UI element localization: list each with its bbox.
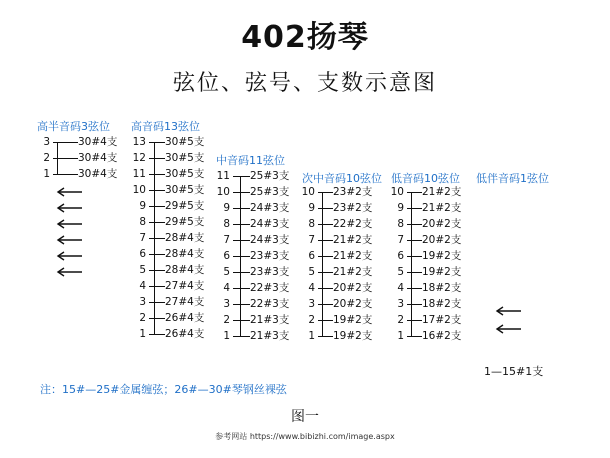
string-gauge-count: 28#4支 — [165, 232, 205, 244]
string-gauge-count: 29#5支 — [165, 200, 205, 212]
string-gauge-count: 30#5支 — [165, 152, 205, 164]
string-position-number: 5 — [397, 266, 404, 278]
string-position-number: 2 — [397, 314, 404, 326]
string-gauge-count: 30#5支 — [165, 168, 205, 180]
string-position-number: 4 — [139, 280, 146, 292]
string-tick — [407, 240, 422, 241]
string-position-number: 8 — [223, 218, 230, 230]
string-position-number: 6 — [139, 248, 146, 260]
string-gauge-count: 24#3支 — [250, 218, 290, 230]
reference-link[interactable]: 参考网站 https://www.bibizhi.com/image.aspx — [215, 432, 395, 441]
string-tick — [149, 318, 165, 319]
string-position-number: 1 — [43, 168, 50, 180]
string-gauge-count: 29#5支 — [165, 216, 205, 228]
string-tick — [318, 304, 333, 305]
string-tick — [407, 192, 422, 193]
string-tick — [149, 222, 165, 223]
arrow-left-icon — [56, 267, 82, 277]
string-gauge-count: 22#3支 — [250, 298, 290, 310]
string-gauge-count: 22#3支 — [250, 282, 290, 294]
string-gauge-count: 20#2支 — [333, 282, 373, 294]
string-tick — [318, 320, 333, 321]
arrow-left-icon — [495, 306, 521, 316]
diagram-title: 402扬琴 — [241, 20, 369, 55]
string-position-number: 5 — [308, 266, 315, 278]
string-tick — [233, 320, 250, 321]
string-gauge-count: 30#5支 — [165, 184, 205, 196]
string-gauge-count: 17#2支 — [422, 314, 462, 326]
bridge-line — [411, 192, 412, 337]
string-tick — [407, 224, 422, 225]
string-position-number: 2 — [223, 314, 230, 326]
header-bass-bridge: 低音码10弦位 — [391, 172, 460, 185]
string-position-number: 5 — [223, 266, 230, 278]
string-position-number: 10 — [301, 186, 315, 198]
string-tick — [318, 272, 333, 273]
string-tick — [407, 288, 422, 289]
string-tick — [318, 208, 333, 209]
string-tick — [53, 158, 78, 159]
arrow-left-icon — [56, 187, 82, 197]
string-gauge-count: 24#3支 — [250, 234, 290, 246]
string-tick — [149, 254, 165, 255]
string-position-number: 4 — [397, 282, 404, 294]
footnote: 注：15#—25#金属缠弦；26#—30#琴钢丝裸弦 — [40, 383, 287, 396]
string-tick — [318, 240, 333, 241]
arrow-left-icon — [495, 324, 521, 334]
string-gauge-count: 21#2支 — [333, 234, 373, 246]
string-position-number: 7 — [308, 234, 315, 246]
string-position-number: 10 — [216, 186, 230, 198]
string-gauge-count: 28#4支 — [165, 264, 205, 276]
string-gauge-count: 26#4支 — [165, 312, 205, 324]
string-tick — [149, 158, 165, 159]
string-position-number: 3 — [223, 298, 230, 310]
string-tick — [233, 224, 250, 225]
string-position-number: 9 — [397, 202, 404, 214]
string-gauge-count: 19#2支 — [333, 314, 373, 326]
string-gauge-count: 20#2支 — [422, 218, 462, 230]
string-position-number: 9 — [139, 200, 146, 212]
string-gauge-count: 23#2支 — [333, 186, 373, 198]
string-gauge-count: 18#2支 — [422, 282, 462, 294]
string-gauge-count: 27#4支 — [165, 296, 205, 308]
string-tick — [149, 206, 165, 207]
string-position-number: 6 — [223, 250, 230, 262]
string-gauge-count: 19#2支 — [422, 266, 462, 278]
string-gauge-count: 22#2支 — [333, 218, 373, 230]
string-tick — [407, 272, 422, 273]
string-gauge-count: 23#3支 — [250, 266, 290, 278]
string-tick — [149, 190, 165, 191]
bridge-line — [322, 192, 323, 337]
string-tick — [149, 286, 165, 287]
header-treble-bridge: 高音码13弦位 — [131, 120, 200, 133]
string-gauge-count: 23#2支 — [333, 202, 373, 214]
header-low-accompaniment-bridge: 低伴音码1弦位 — [476, 172, 549, 185]
string-position-number: 6 — [397, 250, 404, 262]
string-tick — [318, 336, 333, 337]
string-position-number: 2 — [139, 312, 146, 324]
string-position-number: 2 — [308, 314, 315, 326]
string-tick — [149, 174, 165, 175]
string-tick — [407, 208, 422, 209]
header-tenor-bridge: 次中音码10弦位 — [302, 172, 382, 185]
string-gauge-count: 21#2支 — [422, 202, 462, 214]
string-position-number: 6 — [308, 250, 315, 262]
string-position-number: 1 — [139, 328, 146, 340]
string-tick — [318, 224, 333, 225]
string-gauge-count: 27#4支 — [165, 280, 205, 292]
string-gauge-count: 25#3支 — [250, 170, 290, 182]
string-tick — [233, 256, 250, 257]
string-position-number: 3 — [43, 136, 50, 148]
string-gauge-count: 26#4支 — [165, 328, 205, 340]
string-position-number: 8 — [397, 218, 404, 230]
string-tick — [407, 320, 422, 321]
string-position-number: 4 — [308, 282, 315, 294]
string-tick — [149, 270, 165, 271]
string-position-number: 12 — [132, 152, 146, 164]
string-tick — [149, 334, 165, 335]
string-position-number: 10 — [390, 186, 404, 198]
string-position-number: 8 — [139, 216, 146, 228]
string-gauge-count: 21#2支 — [422, 186, 462, 198]
string-tick — [53, 142, 78, 143]
string-position-number: 10 — [132, 184, 146, 196]
arrow-left-icon — [56, 203, 82, 213]
header-middle-bridge: 中音码11弦位 — [216, 154, 285, 167]
string-gauge-count: 21#2支 — [333, 266, 373, 278]
string-tick — [407, 256, 422, 257]
string-gauge-count: 30#4支 — [78, 152, 118, 164]
string-tick — [407, 304, 422, 305]
string-gauge-count: 28#4支 — [165, 248, 205, 260]
string-gauge-count: 16#2支 — [422, 330, 462, 342]
string-tick — [149, 302, 165, 303]
string-position-number: 7 — [397, 234, 404, 246]
string-tick — [233, 192, 250, 193]
string-gauge-count: 19#2支 — [333, 330, 373, 342]
string-position-number: 13 — [132, 136, 146, 148]
string-position-number: 7 — [139, 232, 146, 244]
string-position-number: 7 — [223, 234, 230, 246]
arrow-left-icon — [56, 219, 82, 229]
string-position-number: 11 — [216, 170, 230, 182]
string-tick — [233, 176, 250, 177]
string-gauge-count: 21#2支 — [333, 250, 373, 262]
string-position-number: 8 — [308, 218, 315, 230]
string-tick — [407, 336, 422, 337]
diagram-subtitle: 弦位、弦号、支数示意图 — [172, 71, 437, 96]
string-gauge-count: 20#2支 — [333, 298, 373, 310]
string-gauge-count: 24#3支 — [250, 202, 290, 214]
string-tick — [318, 256, 333, 257]
string-gauge-count: 23#3支 — [250, 250, 290, 262]
string-tick — [318, 192, 333, 193]
arrow-left-icon — [56, 251, 82, 261]
string-position-number: 3 — [139, 296, 146, 308]
string-gauge-count: 30#5支 — [165, 136, 205, 148]
arrow-left-icon — [56, 235, 82, 245]
string-position-number: 4 — [223, 282, 230, 294]
string-tick — [233, 208, 250, 209]
string-tick — [233, 304, 250, 305]
string-gauge-count: 18#2支 — [422, 298, 462, 310]
string-position-number: 1 — [308, 330, 315, 342]
string-position-number: 5 — [139, 264, 146, 276]
string-tick — [233, 272, 250, 273]
string-tick — [318, 288, 333, 289]
string-gauge-count: 19#2支 — [422, 250, 462, 262]
string-position-number: 3 — [397, 298, 404, 310]
string-gauge-count: 21#3支 — [250, 314, 290, 326]
string-position-number: 11 — [132, 168, 146, 180]
string-gauge-count: 25#3支 — [250, 186, 290, 198]
header-high-semitone-bridge: 高半音码3弦位 — [37, 120, 110, 133]
string-position-number: 1 — [223, 330, 230, 342]
string-position-number: 3 — [308, 298, 315, 310]
string-tick — [233, 288, 250, 289]
string-tick — [233, 240, 250, 241]
figure-caption: 图一 — [291, 409, 319, 425]
string-tick — [149, 142, 165, 143]
bass-accompaniment-value: 1—15#1支 — [484, 365, 544, 378]
string-position-number: 2 — [43, 152, 50, 164]
string-gauge-count: 30#4支 — [78, 168, 118, 180]
string-position-number: 9 — [308, 202, 315, 214]
string-position-number: 1 — [397, 330, 404, 342]
string-gauge-count: 30#4支 — [78, 136, 118, 148]
string-tick — [53, 174, 78, 175]
string-position-number: 9 — [223, 202, 230, 214]
string-gauge-count: 20#2支 — [422, 234, 462, 246]
string-gauge-count: 21#3支 — [250, 330, 290, 342]
string-tick — [149, 238, 165, 239]
string-tick — [233, 336, 250, 337]
